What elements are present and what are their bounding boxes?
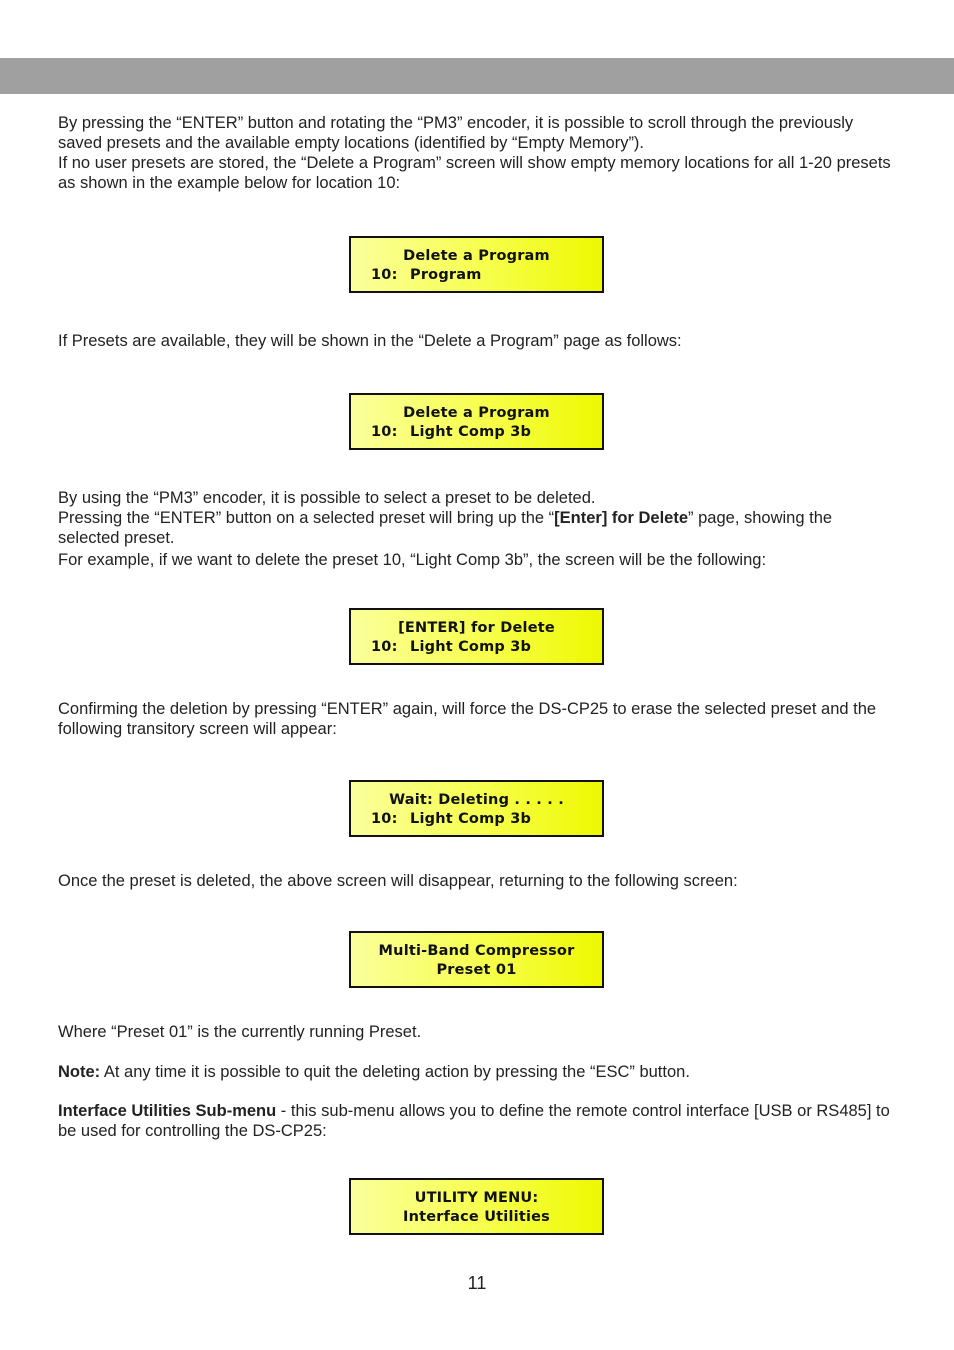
empty-memory-paragraph: If no user presets are stored, the “Delete a Program” screen will show empty memory locations for all 1-20 presets as shown in the example below for location 10: bbox=[58, 154, 891, 192]
enter-delete-text-post: ” page, showing the selected preset. bbox=[58, 509, 833, 547]
enter-delete-paragraph bbox=[58, 509, 898, 548]
enter-delete-bold: [Enter] for Delete bbox=[554, 509, 689, 527]
enter-delete-text-pre: Pressing the “ENTER” button on a selected preset will bring up the “ bbox=[58, 509, 555, 527]
note-paragraph bbox=[58, 1063, 898, 1083]
interface-utilities-paragraph bbox=[58, 1102, 898, 1141]
interface-utilities-label: Interface Utilities Sub-menu bbox=[58, 1102, 277, 1120]
lcd-preset-name: Light Comp 3b bbox=[410, 811, 532, 827]
lcd-line-1: Multi-Band Compressor bbox=[378, 943, 575, 959]
lcd-screen-delete-preset bbox=[349, 393, 604, 450]
lcd-preset-name: Program bbox=[410, 267, 482, 283]
lcd-preset-name: Light Comp 3b bbox=[410, 639, 532, 655]
interface-utilities-text: - this sub-menu allows you to define the remote control interface [USB or RS485] to be used for controlling the DS-CP25: bbox=[58, 1102, 890, 1140]
note-text: At any time it is possible to quit the deleting action by pressing the “ESC” button. bbox=[100, 1063, 690, 1081]
confirm-deletion-paragraph: Confirming the deletion by pressing “ENTER” again, will force the DS-CP25 to erase the selected preset and the following transitory screen will appear: bbox=[58, 700, 877, 738]
lcd-screen-wait-deleting bbox=[349, 780, 604, 837]
example-paragraph: For example, if we want to delete the preset 10, “Light Comp 3b”, the screen will be the following: bbox=[58, 551, 767, 569]
lcd-preset-name: Light Comp 3b bbox=[410, 424, 532, 440]
page-number: 11 bbox=[467, 1273, 487, 1293]
lcd-screen-main bbox=[349, 931, 604, 988]
lcd-line-1: UTILITY MENU: bbox=[414, 1190, 539, 1206]
note-label: Note: bbox=[58, 1063, 101, 1081]
lcd-line-1: Wait: Deleting . . . . . bbox=[389, 792, 564, 808]
presets-available-paragraph: If Presets are available, they will be shown in the “Delete a Program” page as follows: bbox=[58, 332, 682, 350]
lcd-line-1: Delete a Program bbox=[403, 248, 550, 264]
lcd-line-1: Delete a Program bbox=[403, 405, 550, 421]
lcd-line-2: Preset 01 bbox=[436, 962, 517, 978]
lcd-screen-utility-menu bbox=[349, 1178, 604, 1235]
header-bar bbox=[0, 58, 954, 94]
lcd-screen-enter-for-delete bbox=[349, 608, 604, 665]
intro-paragraph: By pressing the “ENTER” button and rotating the “PM3” encoder, it is possible to scroll through the previously saved presets and the available empty locations (identified by “Empty Memory”). bbox=[58, 114, 854, 152]
current-preset-paragraph: Where “Preset 01” is the currently running Preset. bbox=[58, 1023, 422, 1041]
lcd-slot-number: 10: bbox=[371, 811, 398, 827]
lcd-line-2: Interface Utilities bbox=[403, 1209, 550, 1225]
lcd-slot-number: 10: bbox=[371, 267, 398, 283]
select-preset-paragraph: By using the “PM3” encoder, it is possible to select a preset to be deleted. bbox=[58, 489, 596, 507]
lcd-slot-number: 10: bbox=[371, 424, 398, 440]
lcd-slot-number: 10: bbox=[371, 639, 398, 655]
deleted-paragraph: Once the preset is deleted, the above screen will disappear, returning to the following screen: bbox=[58, 872, 738, 890]
lcd-screen-delete-empty bbox=[349, 236, 604, 293]
lcd-line-1: [ENTER] for Delete bbox=[398, 620, 555, 636]
